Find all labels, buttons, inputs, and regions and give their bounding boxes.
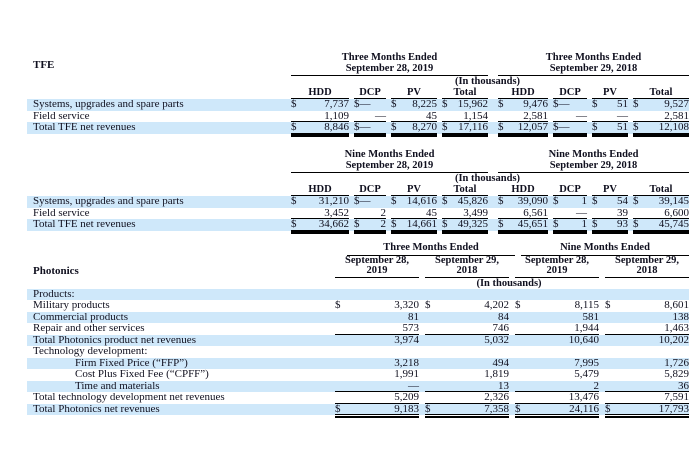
cell-value: 1,819 <box>484 368 509 380</box>
dollar-sign: $ <box>354 121 360 133</box>
cell-value: 6,561 <box>523 206 548 219</box>
period-header <box>498 53 689 76</box>
cell <box>354 219 386 231</box>
cell-value: 54 <box>617 195 628 207</box>
row-label: Repair and other services <box>33 323 145 334</box>
dollar-sign: $ <box>633 121 639 133</box>
column-header: DCP <box>354 87 386 99</box>
spacer <box>27 184 286 196</box>
cell-value: — <box>408 379 419 392</box>
table-row <box>27 99 689 111</box>
cell <box>633 99 689 111</box>
cell-value: 39,090 <box>517 195 548 207</box>
dollar-sign: $ <box>592 98 598 110</box>
cell-value: 7,358 <box>484 402 509 415</box>
cell <box>391 99 437 111</box>
column-header: DCP <box>553 184 587 196</box>
period-header <box>291 53 488 76</box>
column-header: PV <box>592 184 628 196</box>
dollar-sign: $ <box>515 299 521 311</box>
dollar-sign: $ <box>354 98 360 110</box>
dollar-sign: $ <box>633 195 639 207</box>
cell-value: — <box>359 98 371 110</box>
cell-value: 3,974 <box>394 333 419 346</box>
cell <box>335 369 419 381</box>
cell <box>605 404 689 416</box>
cell-value: 1,944 <box>574 322 599 334</box>
row-label: Total technology development net revenues <box>33 392 225 403</box>
cell-value: 81 <box>408 310 419 323</box>
row-label: Products: <box>33 288 75 300</box>
in-thousands-row <box>27 278 689 289</box>
cell <box>498 99 548 111</box>
tfe-nine-months-table <box>27 150 689 231</box>
dollar-sign: $ <box>633 218 639 230</box>
period-date: September 29, 2018 <box>549 159 638 171</box>
column-header <box>515 256 599 278</box>
dollar-sign: $ <box>291 121 297 133</box>
cell-value: 15,962 <box>457 98 488 110</box>
spacer <box>27 173 286 184</box>
dollar-sign: $ <box>391 218 397 230</box>
period-title: Nine Months Ended <box>344 149 435 160</box>
cell <box>553 196 587 208</box>
row-label: Total TFE net revenues <box>33 219 136 230</box>
dollar-sign: $ <box>391 195 397 207</box>
cell-value: 3,218 <box>394 356 419 369</box>
dollar-sign: $ <box>592 218 598 230</box>
column-header <box>335 256 419 278</box>
cell-value: 45 <box>426 109 437 122</box>
column-header: Total <box>633 184 689 196</box>
cell-value: 2 <box>380 218 386 230</box>
dollar-sign: $ <box>553 218 559 230</box>
cell-value: 1,154 <box>463 109 488 122</box>
cell-value: 3,320 <box>394 299 419 311</box>
cell <box>498 219 548 231</box>
row-label: Time and materials <box>75 380 160 392</box>
dollar-sign: $ <box>633 98 639 110</box>
cell-value: 45,651 <box>517 218 548 230</box>
cell-value: 51 <box>617 121 628 133</box>
cell-value: 17,793 <box>658 402 689 415</box>
cell <box>425 392 509 404</box>
cell <box>335 300 419 312</box>
cell-value: 2 <box>380 206 386 219</box>
cell-value: 2,326 <box>484 391 509 403</box>
cell <box>291 196 349 208</box>
cell <box>335 323 419 335</box>
date-line-2: 2019 <box>546 264 568 276</box>
cell <box>605 335 689 347</box>
date-line-2: 2018 <box>636 264 658 276</box>
column-header: HDD <box>291 87 349 99</box>
table-row <box>27 122 689 134</box>
cell-value: 7,737 <box>324 98 349 110</box>
cell-value: — <box>359 195 371 207</box>
period-header: Three Months Ended <box>347 243 515 256</box>
dollar-sign: $ <box>515 402 521 415</box>
cell-value: 9,527 <box>664 98 689 110</box>
cell-value: 45,745 <box>658 218 689 230</box>
table-row <box>27 369 689 381</box>
cell <box>515 335 599 347</box>
cell <box>515 300 599 312</box>
cell-value: 34,662 <box>318 218 349 230</box>
cell <box>498 122 548 134</box>
in-thousands-row <box>27 76 689 87</box>
cell <box>335 404 419 416</box>
cell <box>605 300 689 312</box>
cell-value: 45 <box>426 206 437 219</box>
in-thousands-note: (In thousands) <box>454 76 521 87</box>
cell <box>291 99 349 111</box>
dollar-sign: $ <box>442 195 448 207</box>
cell-value: 51 <box>617 98 628 110</box>
dollar-sign: $ <box>553 195 559 207</box>
dollar-sign: $ <box>498 121 504 133</box>
cell-value: 10,202 <box>658 333 689 346</box>
cell-value: 581 <box>582 310 599 323</box>
cell <box>291 122 349 134</box>
cell-value: 12,057 <box>517 121 548 133</box>
cell-value: — <box>576 206 587 219</box>
cell-value: 8,225 <box>412 98 437 110</box>
cell-value: 7,591 <box>664 391 689 403</box>
cell-value: 36 <box>678 379 689 392</box>
cell-value: — <box>617 109 628 122</box>
row-label: Commercial products <box>33 311 129 323</box>
table-row <box>27 219 689 231</box>
cell-value: 8,270 <box>412 121 437 133</box>
dollar-sign: $ <box>605 402 611 415</box>
cell-value: 49,325 <box>457 218 488 230</box>
cell-value: 39,145 <box>658 195 689 207</box>
table-row <box>27 392 689 404</box>
cell <box>354 122 386 134</box>
dollar-sign: $ <box>354 218 360 230</box>
date-line-1: September 28, <box>525 254 589 266</box>
cell-value: — <box>375 109 386 122</box>
section-label: Photonics <box>33 264 79 277</box>
period-header <box>498 150 689 173</box>
cell <box>633 219 689 231</box>
cell <box>633 122 689 134</box>
cell-value: 13,476 <box>568 391 599 403</box>
cell <box>442 99 488 111</box>
cell-value: 6,600 <box>664 206 689 219</box>
cell <box>515 404 599 416</box>
cell <box>515 392 599 404</box>
cell-value: 1 <box>581 195 587 207</box>
cell <box>633 196 689 208</box>
column-header: PV <box>592 87 628 99</box>
row-label: Field service <box>33 207 90 219</box>
column-header: HDD <box>498 184 548 196</box>
cell-value: 24,116 <box>569 402 599 415</box>
cell-value: 3,499 <box>463 206 488 219</box>
cell-value: 14,616 <box>406 195 437 207</box>
cell <box>605 369 689 381</box>
column-header: DCP <box>354 184 386 196</box>
cell-value: 45,826 <box>457 195 488 207</box>
section-label-cell <box>27 265 329 278</box>
row-label: Military products <box>33 300 110 311</box>
dollar-sign: $ <box>291 98 297 110</box>
cell-value: — <box>558 98 570 110</box>
cell-value: 7,995 <box>574 356 599 369</box>
period-header: Nine Months Ended <box>521 243 689 256</box>
cell-value: 8,115 <box>574 299 599 311</box>
cell-value: 1,726 <box>664 356 689 369</box>
column-header: HDD <box>498 87 548 99</box>
cell-value: — <box>558 121 570 133</box>
in-thousands-note: (In thousands) <box>476 277 542 289</box>
cell-value: 14,661 <box>406 218 437 230</box>
column-header: DCP <box>553 87 587 99</box>
row-label: Systems, upgrades and spare parts <box>33 99 184 110</box>
cell <box>553 122 587 134</box>
cell <box>442 122 488 134</box>
dollar-sign: $ <box>335 299 341 311</box>
row-label: Cost Plus Fixed Fee (“CPFF”) <box>75 369 209 380</box>
date-line-2: 2018 <box>456 264 478 276</box>
section-label-cell <box>27 59 286 76</box>
period-date: September 28, 2019 <box>345 62 434 74</box>
column-header <box>605 256 689 278</box>
cell <box>335 392 419 404</box>
table-row <box>27 346 689 358</box>
cell <box>553 219 587 231</box>
cell <box>391 219 437 231</box>
period-date: September 28, 2019 <box>345 159 434 171</box>
dollar-sign: $ <box>291 218 297 230</box>
cell-value: 5,032 <box>484 333 509 346</box>
cell-value: 10,640 <box>568 333 599 346</box>
cell-value: 1,991 <box>394 368 419 380</box>
cell-value: 1 <box>581 218 587 230</box>
cell-value: 8,601 <box>664 299 689 311</box>
row-label: Technology development: <box>33 346 148 357</box>
column-header: Total <box>442 87 488 99</box>
row-label: Field service <box>33 110 90 122</box>
date-line-1: September 28, <box>345 254 409 266</box>
table-row <box>27 196 689 208</box>
cell-value: 746 <box>492 322 509 334</box>
cell-value: 494 <box>492 356 509 369</box>
row-label: Systems, upgrades and spare parts <box>33 196 184 207</box>
cell-value: 4,202 <box>484 299 509 311</box>
cell-value: 2,581 <box>664 109 689 122</box>
cell-value: 5,479 <box>574 368 599 380</box>
dollar-sign: $ <box>498 98 504 110</box>
date-header-row <box>27 256 689 278</box>
row-label: Total TFE net revenues <box>33 122 136 133</box>
cell-value: 84 <box>498 310 509 323</box>
dollar-sign: $ <box>391 121 397 133</box>
cell-value: 93 <box>617 218 628 230</box>
dollar-sign: $ <box>391 98 397 110</box>
dollar-sign: $ <box>498 218 504 230</box>
cell-value: — <box>359 121 371 133</box>
spacer <box>27 278 329 289</box>
cell <box>425 404 509 416</box>
period-title: Three Months Ended <box>341 52 438 63</box>
table-row <box>27 323 689 335</box>
dollar-sign: $ <box>335 402 341 415</box>
in-thousands-row <box>27 173 689 184</box>
column-header: PV <box>391 87 437 99</box>
dollar-sign: $ <box>498 195 504 207</box>
period-title: Nine Months Ended <box>548 149 639 160</box>
cell-value: 9,183 <box>394 402 419 415</box>
spacer <box>27 76 286 87</box>
row-label: Firm Fixed Price (“FFP”) <box>75 357 188 369</box>
period-header-row <box>27 53 689 76</box>
cell-value: 3,452 <box>324 206 349 219</box>
cell <box>442 196 488 208</box>
cell <box>592 99 628 111</box>
cell <box>425 323 509 335</box>
section-label: TFE <box>33 59 55 71</box>
dollar-sign: $ <box>425 299 431 311</box>
tfe-three-months-table <box>27 53 689 134</box>
column-header: Total <box>633 87 689 99</box>
cell-value: 138 <box>672 310 689 323</box>
column-header: Total <box>442 184 488 196</box>
period-header-row <box>27 150 689 173</box>
cell <box>391 196 437 208</box>
period-header <box>291 150 488 173</box>
column-header: PV <box>391 184 437 196</box>
period-date: September 29, 2018 <box>549 62 638 74</box>
cell-value: 1,109 <box>324 109 349 122</box>
cell-value: 39 <box>617 206 628 219</box>
dollar-sign: $ <box>592 195 598 207</box>
cell-value: 13 <box>498 379 509 392</box>
cell <box>291 219 349 231</box>
cell <box>391 122 437 134</box>
cell-value: 1,463 <box>664 322 689 334</box>
period-title: Three Months Ended <box>545 52 642 63</box>
dollar-sign: $ <box>592 121 598 133</box>
dollar-sign: $ <box>553 98 559 110</box>
cell-value: 12,108 <box>658 121 689 133</box>
cell <box>605 323 689 335</box>
cell-value: 9,476 <box>523 98 548 110</box>
dollar-sign: $ <box>442 218 448 230</box>
cell-value: 8,846 <box>324 121 349 133</box>
dollar-sign: $ <box>442 98 448 110</box>
cell <box>592 196 628 208</box>
cell-value: 17,116 <box>458 121 488 133</box>
cell <box>425 369 509 381</box>
date-line-1: September 29, <box>615 254 679 266</box>
cell <box>354 196 386 208</box>
cell <box>425 300 509 312</box>
cell <box>515 369 599 381</box>
cell-value: 573 <box>402 322 419 334</box>
dollar-sign: $ <box>291 195 297 207</box>
cell-value: 2 <box>593 379 599 392</box>
cell-value: 2,581 <box>523 109 548 122</box>
table-row <box>27 300 689 312</box>
cell <box>515 323 599 335</box>
cell <box>498 196 548 208</box>
cell-value: 5,209 <box>394 391 419 403</box>
cell-value: — <box>576 109 587 122</box>
spacer <box>27 87 286 99</box>
period-header-row <box>27 243 689 256</box>
dollar-sign: $ <box>553 121 559 133</box>
cell <box>605 392 689 404</box>
date-line-1: September 29, <box>435 254 499 266</box>
dollar-sign: $ <box>354 195 360 207</box>
cell-value: 31,210 <box>318 195 349 207</box>
dollar-sign: $ <box>442 121 448 133</box>
dollar-sign: $ <box>425 402 431 415</box>
cell <box>592 219 628 231</box>
photonics-table <box>27 243 689 415</box>
cell <box>553 99 587 111</box>
cell <box>592 122 628 134</box>
date-line-2: 2019 <box>366 264 388 276</box>
column-header <box>425 256 509 278</box>
cell <box>335 335 419 347</box>
cell-value: 5,829 <box>664 368 689 380</box>
row-label: Total Photonics net revenues <box>33 403 160 415</box>
cell <box>425 335 509 347</box>
cell <box>442 219 488 231</box>
dollar-sign: $ <box>605 299 611 311</box>
column-header: HDD <box>291 184 349 196</box>
in-thousands-note: (In thousands) <box>454 173 521 184</box>
row-label: Total Photonics product net revenues <box>33 334 196 346</box>
cell <box>354 99 386 111</box>
table-row <box>27 335 689 347</box>
table-row <box>27 404 689 416</box>
